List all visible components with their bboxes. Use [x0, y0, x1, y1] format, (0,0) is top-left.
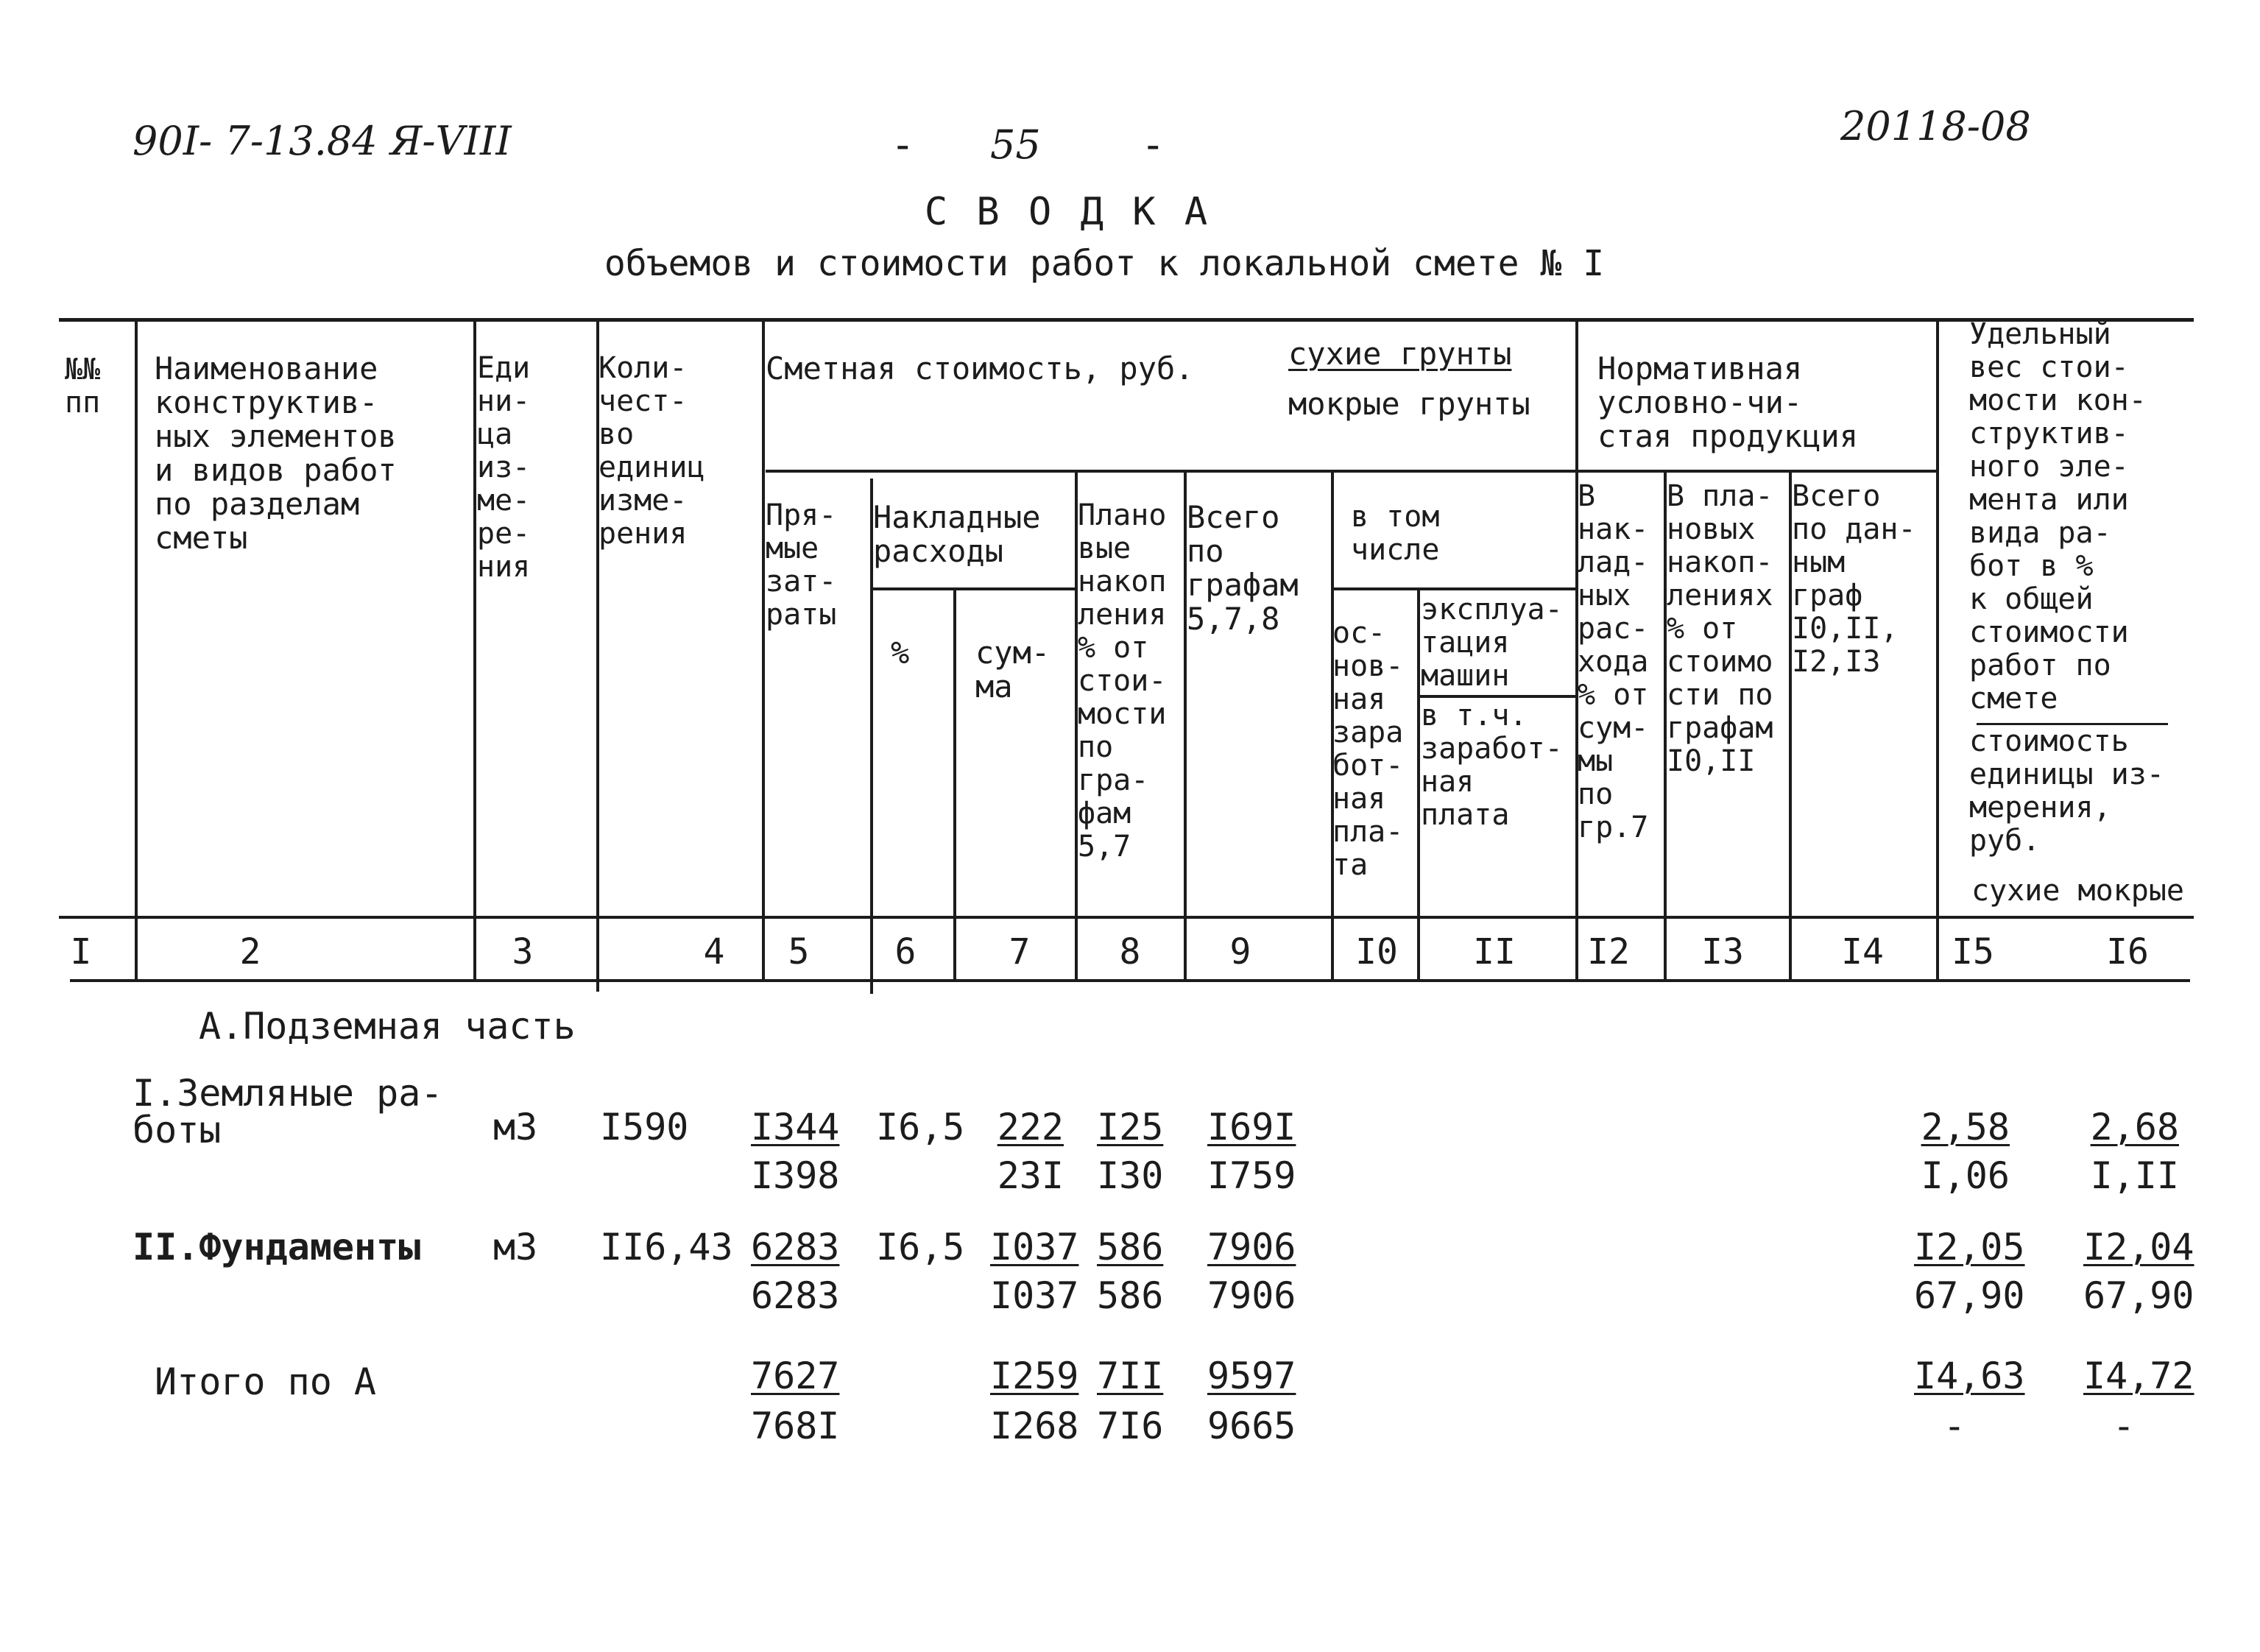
- header-unit-cost: стоимость единицы из- мерения, руб.: [1969, 724, 2164, 858]
- column-number: I0: [1355, 931, 1398, 973]
- column-number: 7: [1009, 931, 1031, 973]
- page-dash-right: -: [1141, 121, 1165, 168]
- specific-weight-wet-c16: I2,04: [2083, 1226, 2194, 1268]
- column-number: 3: [512, 931, 534, 973]
- direct-costs-dry: 7627: [751, 1355, 840, 1397]
- row-quantity: II6,43: [600, 1226, 733, 1268]
- row-name: II.Фундаменты: [133, 1226, 421, 1268]
- unit-cost-wet-c16: 67,90: [2083, 1274, 2194, 1317]
- column-number: I2: [1587, 931, 1630, 973]
- header-direct-costs: Пря- мые зат- раты: [766, 498, 837, 632]
- column-number: II: [1473, 931, 1516, 973]
- column-number: I4: [1841, 931, 1884, 973]
- header-overhead-pct: %: [891, 635, 910, 671]
- overhead-sum-wet: 23I: [997, 1154, 1064, 1197]
- header-cost-wet: мокрые грунты: [1288, 386, 1530, 422]
- planned-savings-wet: 7I6: [1097, 1405, 1164, 1447]
- document-title: С В О Д К А: [924, 190, 1211, 234]
- direct-costs-wet: I398: [751, 1154, 840, 1197]
- unit-cost-dry-c15: -: [1943, 1405, 1966, 1447]
- row-name: I.Земляные ра- боты: [133, 1072, 443, 1151]
- header-overhead: Накладные расходы: [873, 499, 1041, 569]
- page-number: 55: [990, 121, 1041, 168]
- specific-weight-dry-c15: I2,05: [1914, 1226, 2025, 1268]
- planned-savings-wet: 586: [1097, 1274, 1164, 1317]
- specific-weight-wet-c16: 2,68: [2090, 1106, 2179, 1148]
- header-total-5-7-8: Всего по графам 5,7,8: [1187, 499, 1299, 637]
- total-cost-wet: 7906: [1207, 1274, 1296, 1317]
- planned-savings-dry: I25: [1097, 1106, 1164, 1148]
- planned-savings-dry: 7II: [1097, 1355, 1164, 1397]
- header-base-wages: ос- нов- ная зара бот- ная пла- та: [1332, 616, 1404, 882]
- header-specific-weight: Удельный вес стои- мости кон- структив- ного эле- мента или вида ра- бот в % к общей стоимости работ по смете: [1969, 317, 2147, 716]
- header-row-number: №№ пп: [65, 353, 101, 420]
- direct-costs-wet: 768I: [751, 1405, 840, 1447]
- column-number: I: [70, 931, 92, 973]
- column-number: 2: [239, 931, 261, 973]
- planned-savings-wet: I30: [1097, 1154, 1164, 1197]
- specific-weight-dry-c15: I4,63: [1914, 1355, 2025, 1397]
- column-number: I5: [1952, 931, 1994, 973]
- header-npp-overhead: В нак- лад- ных рас- хода % от сум- мы по гр.7: [1578, 479, 1649, 844]
- unit-cost-dry-c15: I,06: [1921, 1154, 2010, 1197]
- header-cost-dry: сухие грунты: [1288, 336, 1512, 372]
- header-estimated-cost: Сметная стоимость, руб.: [766, 350, 1194, 386]
- direct-costs-wet: 6283: [751, 1274, 840, 1317]
- header-including: в том числе: [1351, 500, 1440, 567]
- overhead-percent: I6,5: [876, 1106, 965, 1148]
- section-title: А.Подземная часть: [199, 1005, 576, 1048]
- overhead-sum-dry: I259: [990, 1355, 1079, 1397]
- column-number: 8: [1119, 931, 1141, 973]
- overhead-sum-wet: I268: [990, 1405, 1079, 1447]
- row-unit: м3: [493, 1106, 538, 1148]
- header-npp-total: Всего по дан- ным граф I0,II, I2,I3: [1792, 479, 1916, 679]
- document-code: 90I- 7-13.84 Я-VIII: [133, 118, 512, 164]
- header-element-name: Наименование конструктив- ных элементов и видов работ по разделам сметы: [155, 350, 397, 556]
- planned-savings-dry: 586: [1097, 1226, 1164, 1268]
- page-dash-left: -: [891, 121, 915, 168]
- unit-cost-wet-c16: -: [2112, 1405, 2135, 1447]
- total-cost-wet: 9665: [1207, 1405, 1296, 1447]
- total-cost-dry: 7906: [1207, 1226, 1296, 1268]
- column-number: 6: [894, 931, 917, 973]
- header-normative-production: Нормативная условно-чи- стая продукция: [1597, 350, 1859, 454]
- column-number: I3: [1701, 931, 1744, 973]
- direct-costs-dry: I344: [751, 1106, 840, 1148]
- row-quantity: I590: [600, 1106, 689, 1148]
- header-machine-operation: эксплуа- тация машин: [1421, 593, 1563, 693]
- unit-cost-wet-c16: I,II: [2090, 1154, 2179, 1197]
- document-subtitle: объемов и стоимости работ к локальной смете № I: [604, 243, 1605, 284]
- overhead-percent: I6,5: [876, 1226, 965, 1268]
- overhead-sum-dry: 222: [997, 1106, 1064, 1148]
- header-quantity: Коли- чест- во единиц изме- рения: [598, 351, 705, 551]
- header-unit: Еди ни- ца из- ме- ре- ния: [477, 351, 531, 584]
- total-cost-dry: I69I: [1207, 1106, 1296, 1148]
- row-name: Итого по А: [155, 1360, 377, 1403]
- overhead-sum-wet: I037: [990, 1274, 1079, 1317]
- header-dry-wet: сухие мокрые: [1971, 874, 2184, 908]
- sheet-code: 20118-08: [1840, 103, 2031, 149]
- column-number: 9: [1229, 931, 1251, 973]
- header-planned-savings: Плано вые накоп ления % от стои- мости по гра- фам 5,7: [1078, 498, 1167, 864]
- overhead-sum-dry: I037: [990, 1226, 1079, 1268]
- specific-weight-dry-c15: 2,58: [1921, 1106, 2010, 1148]
- column-number: I6: [2106, 931, 2149, 973]
- column-number: 4: [703, 931, 725, 973]
- header-npp-planned: В пла- новых накоп- лениях % от стоимо сти по графам I0,II: [1667, 479, 1773, 778]
- total-cost-wet: I759: [1207, 1154, 1296, 1197]
- direct-costs-dry: 6283: [751, 1226, 840, 1268]
- header-machine-wages: в т.ч. заработ- ная плата: [1421, 699, 1563, 832]
- unit-cost-dry-c15: 67,90: [1914, 1274, 2025, 1317]
- column-number: 5: [788, 931, 810, 973]
- specific-weight-wet-c16: I4,72: [2083, 1355, 2194, 1397]
- header-overhead-sum: сум- ма: [975, 635, 1050, 705]
- row-unit: м3: [493, 1226, 538, 1268]
- total-cost-dry: 9597: [1207, 1355, 1296, 1397]
